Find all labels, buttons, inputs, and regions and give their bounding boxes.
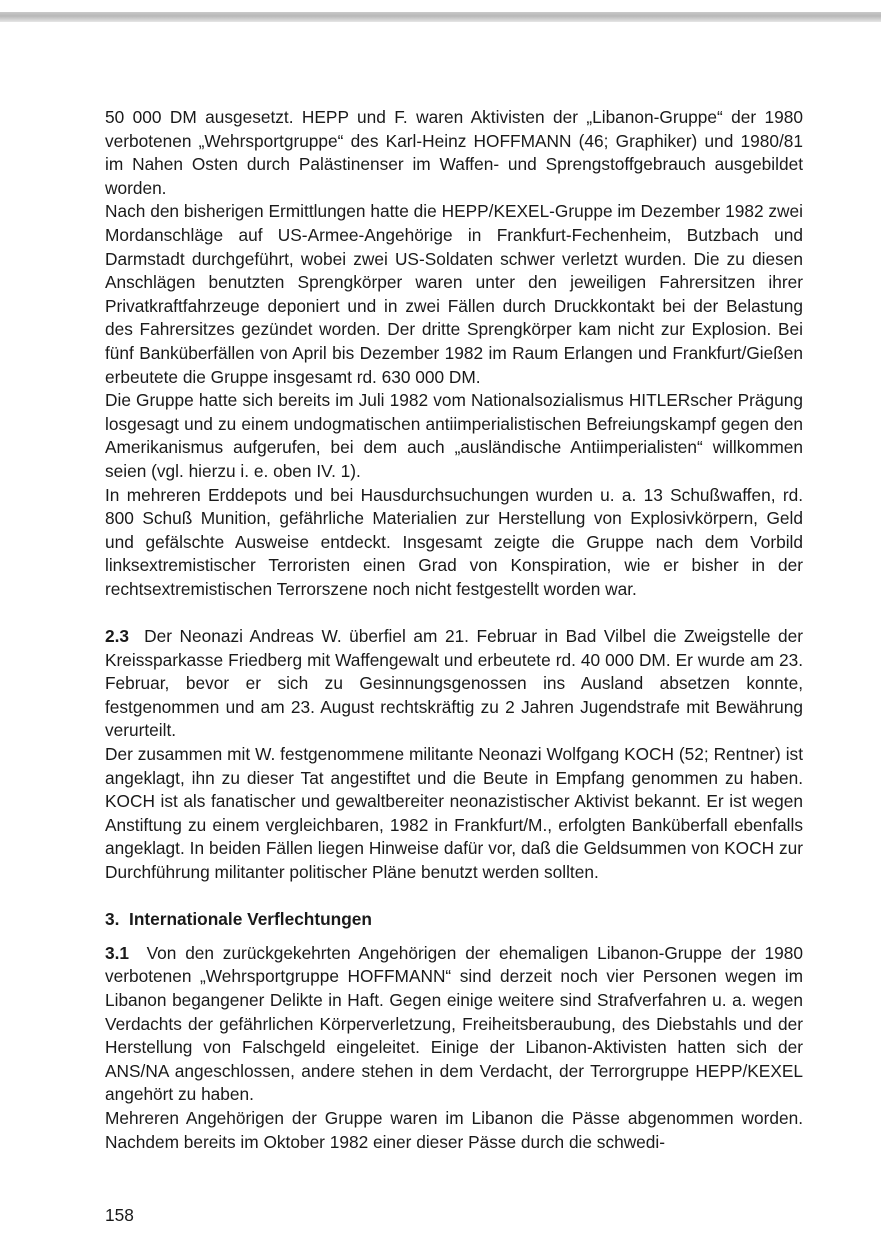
top-scan-rule: [0, 12, 881, 22]
section-number: 2.3: [105, 626, 130, 647]
section-number: 3.1: [105, 942, 130, 963]
paragraph: Der zusammen mit W. festgenommene militante Neonazi Wolfgang KOCH (52; Rentner) ist angeklagt, ihn zu dieser Tat angestiftet und die Beute in Empfang genommen zu haben. KOCH ist als fanatischer und gewaltbereiter neonazistischer Aktivist bekannt. Er ist wegen Anstiftung zu einem vergleichbaren, 1982 in Frankfurt/M., erfolgten Banküberfall ebenfalls angeklagt. In beiden Fällen liegen Hinweise dafür vor, daß die Geldsummen von KOCH zur Durchführung militanter politischer Pläne benutzt werden sollten.: [105, 744, 803, 882]
paragraph: Mehreren Angehörigen der Gruppe waren im Libanon die Pässe abgenommen worden. Nachdem bereits im Oktober 1982 einer dieser Pässe durch die schwedi-: [105, 1107, 803, 1152]
section-3-1-paragraph: [105, 942, 803, 1107]
page-number: 158: [105, 1205, 134, 1225]
document-body: [105, 106, 803, 1154]
spacer: [105, 601, 803, 625]
paragraph: In mehreren Erddepots und bei Hausdurchsuchungen wurden u. a. 13 Schußwaffen, rd. 800 Schuß Munition, gefährliche Materialien zur Herstellung von Explosivkörpern, Geld und gefälschte Ausweise entdeckt. Insgesamt zeigte die Gruppe nach dem Vorbild linksextremistischer Terroristen einen Grad von Konspiration, wie er bisher in der rechtsextremistischen Terrorszene noch nicht festgestellt worden war.: [105, 484, 803, 599]
paragraph: Die Gruppe hatte sich bereits im Juli 1982 vom Nationalsozialismus HITLERscher Prägung losgesagt und zu einem undogmatischen antiimperialistischen Befreiungskampf gegen den Amerikanismus aufgerufen, bei dem auch „ausländische Antiimperialisten“ willkommen seien (vgl. hierzu i. e. oben IV. 1).: [105, 390, 803, 481]
paragraph: Nach den bisherigen Ermittlungen hatte die HEPP/KEXEL-Gruppe im Dezember 1982 zwei Mordanschläge auf US-Armee-Angehörige in Frankfurt-Fechenheim, Butzbach und Darmstadt durchgeführt, wobei zwei US-Soldaten schwer verletzt wurden. Die zu diesen Anschlägen benutzten Sprengkörper waren unter den jeweiligen Fahrersitzen ihrer Privatkraftfahrzeuge deponiert und in zwei Fällen durch Druckkontakt bei der Belastung des Fahrersitzes gezündet worden. Der dritte Sprengkörper kam nicht zur Explosion. Bei fünf Banküberfällen von April bis Dezember 1982 im Raum Erlangen und Frankfurt/Gießen erbeutete die Gruppe insgesamt rd. 630 000 DM.: [105, 201, 803, 387]
spacer: [105, 932, 803, 942]
paragraph: 50 000 DM ausgesetzt. HEPP und F. waren Aktivisten der „Libanon-Gruppe“ der 1980 verbotenen „Wehrsportgruppe“ des Karl-Heinz HOFFMANN (46; Graphiker) und 1980/81 im Nahen Osten durch Palästinenser im Waffen- und Sprengstoffgebrauch ausgebildet worden.: [105, 107, 803, 198]
section-text: Von den zurückgekehrten Angehörigen der ehemaligen Libanon-Gruppe der 1980 verbotenen „Wehrsportgruppe HOFFMANN“ sind derzeit noch vier Personen wegen im Libanon begangener Delikte in Haft. Gegen einige weitere sind Strafverfahren u. a. wegen Verdachts der gefährlichen Körperverletzung, Freiheitsberaubung, des Diebstahls und der Herstellung von Falschgeld eingeleitet. Einige der Libanon-Aktivisten hatten sich der ANS/NA angeschlossen, andere stehen in dem Verdacht, der Terrorgruppe HEPP/KEXEL angehört zu haben.: [105, 942, 803, 1105]
section-2-3-paragraph: [105, 625, 803, 743]
spacer: [105, 885, 803, 909]
section-text: Der Neonazi Andreas W. überfiel am 21. Februar in Bad Vilbel die Zweigstelle der Kreissparkasse Friedberg mit Waffengewalt und erbeutete rd. 40 000 DM. Er wurde am 23. Februar, bevor er sich zu Gesinnungsgenossen ins Ausland absetzen konnte, festgenommen und am 23. August rechtskräftig zu 2 Jahren Jugendstrafe mit Bewährung verurteilt.: [105, 626, 803, 741]
section-heading: 3. Internationale Verflechtungen: [105, 909, 372, 930]
